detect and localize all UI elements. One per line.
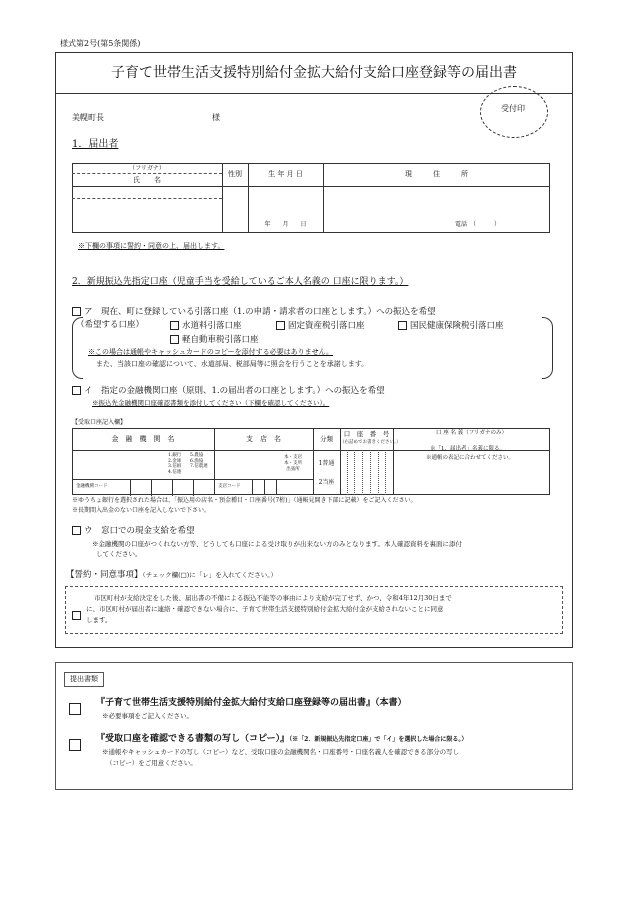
- account-property-tax-label: 固定資産税引落口座: [288, 321, 365, 331]
- bank-type: 4.信連: [168, 469, 182, 475]
- account-water-label: 水道料引落口座: [182, 321, 242, 331]
- bank-type: 1.銀行: [168, 453, 182, 458]
- option-u-note2: してください。: [96, 550, 142, 558]
- branch-type: 本・支所: [284, 461, 302, 466]
- account-number-sub: （右詰めでお書きください。）: [340, 440, 401, 445]
- receipt-stamp-label: 受付印: [501, 104, 525, 113]
- submission-item2-checkbox[interactable]: [69, 739, 81, 751]
- dob-label: 生 年 月 日: [268, 170, 303, 178]
- vehicle-tax-checkbox[interactable]: [170, 335, 179, 344]
- addressee-name: 美幌町長: [72, 113, 104, 122]
- right-bracket: [542, 317, 553, 379]
- option-a-prefix: （希望する口座）: [76, 320, 145, 330]
- branch-name-field[interactable]: [215, 451, 275, 479]
- addressee-honorific: 様: [212, 113, 220, 122]
- name-label: 氏 名: [133, 176, 161, 184]
- account-health-insurance: [398, 321, 504, 331]
- submission-item2-title: 『受取口座を確認できる書類の写し（コピー）』: [96, 734, 290, 744]
- account-number-cells[interactable]: [340, 450, 393, 495]
- branch-type: 本・支店: [284, 455, 302, 460]
- bank-type: 5.農協: [190, 453, 204, 458]
- furigana-label: （フリガナ）: [129, 165, 165, 172]
- option-u-label: ウ 窓口での現金支給を希望: [84, 526, 195, 536]
- account-number-header: 口 座 番 号: [343, 430, 390, 438]
- bank-type: 7.信農連: [190, 464, 208, 469]
- address-label: 現 住 所: [405, 170, 468, 178]
- oath-text2: に、市区町村が届出者に連絡・確認できない場合に、子育て世帯生活支援特別給付金拡大給付金が支給されないことに同意: [86, 605, 444, 613]
- option-a-note2: また、当該口座の確認について、水道部局、税部局等に照会を行うことを承諾します。: [96, 360, 369, 368]
- bank-note2: ※長期間入出金のない口座を記入しないで下さい。: [72, 507, 211, 514]
- oath-check-wrap: [72, 605, 84, 624]
- bank-name-field[interactable]: [73, 451, 163, 479]
- submission-item2-condition: （※「2．新規振込先指定口座」で「イ」を選択した場合に限る。）: [289, 736, 468, 743]
- oath-heading-label: 【誓約・同意事項】: [66, 570, 143, 580]
- option-a: [72, 307, 436, 317]
- bank-type: 6.漁協: [190, 458, 204, 464]
- account-vehicle-tax-label: 軽自動車税引落口座: [182, 335, 259, 345]
- oath-heading-sub: （チェック欄(□)に「レ」を入れてください。）: [142, 571, 278, 579]
- option-a-checkbox[interactable]: [72, 307, 81, 316]
- option-u-note1: ※金融機関の口座がつくれない方等、どうしても口座による受け取りが出来ない方のみとなります。本人確認資料を裏面に添付: [92, 540, 462, 548]
- submission-item2: [96, 735, 467, 744]
- bank-type: 3.信組: [168, 464, 182, 469]
- page-title: 子育て世帯生活支援特別給付金拡大給付支給口座登録等の届出書: [111, 65, 517, 81]
- bank-table-caption: 【受取口座記入欄】: [72, 419, 127, 426]
- category-current[interactable]: 2当座: [318, 479, 335, 486]
- dob-placeholder: 年 月 日: [264, 221, 307, 228]
- submission-item1-note: ※必要事項をご記入ください。: [102, 712, 193, 720]
- branch-code-cells[interactable]: [252, 479, 288, 495]
- bank-types-col2: [190, 453, 208, 470]
- gender-label: 性別: [228, 170, 242, 178]
- submission-item2-check-wrap: [69, 734, 84, 753]
- bank-types-col1: [168, 453, 181, 475]
- gender-field[interactable]: [223, 187, 247, 232]
- property-tax-checkbox[interactable]: [276, 321, 285, 330]
- submission-item1-title: 『子育て世帯生活支援特別給付金拡大給付支給口座登録等の届出書』（本書）: [96, 698, 407, 708]
- water-checkbox[interactable]: [170, 321, 179, 330]
- category-header: 分類: [320, 435, 333, 443]
- option-i-label: イ 指定の金融機関口座（原則、1.の届出者の口座とします。）への振込を希望: [84, 386, 385, 396]
- submission-label: 提出書類: [64, 672, 104, 687]
- phone-label: 電話 （ ）: [455, 221, 501, 228]
- holder-note1: ※「1．届出者」名義に限る。: [430, 446, 506, 452]
- oath-text3: します。: [86, 616, 112, 624]
- bank-code-label: 金融機関コード: [76, 484, 108, 489]
- bank-note1: ※ゆうちょ銀行を選択された場合は、「振込用の店名・預金種目・口座番号(7桁)」（通帳見開き下部に記載）をご記入ください。: [72, 497, 417, 504]
- address-field[interactable]: [324, 187, 549, 232]
- account-vehicle-tax: [170, 335, 259, 345]
- account-water: [170, 321, 242, 331]
- submission-item2-note1: ※通帳やキャッシュカードの写し（コピー）など、受取口座の金融機関名・口座番号・口座名義人を確認できる部分の写し: [102, 748, 460, 756]
- bank-type: 2.金庫: [168, 458, 182, 464]
- holder-header: 口 座 名 義（フリガナのみ）: [436, 430, 507, 436]
- account-property-tax: [276, 321, 365, 331]
- option-i-note: ※振込先金融機関口座確認書類を添付してください（下欄を確認してください）。: [92, 399, 330, 407]
- branch-code-label: 支店コード: [218, 484, 241, 489]
- oath-heading: [66, 571, 277, 580]
- submission-item1-checkbox[interactable]: [69, 703, 81, 715]
- branch-header: 支 店 名: [246, 435, 281, 443]
- option-u: [72, 526, 195, 536]
- oath-text1: 市区町村が支給決定をした後、届出書の不備による振込不能等の事由により支給が完了せず、かつ、令和4年12月30日まで: [94, 594, 452, 602]
- health-insurance-checkbox[interactable]: [398, 321, 407, 330]
- account-health-insurance-label: 国民健康保険税引落口座: [410, 321, 504, 331]
- option-a-note1: ※この場合は通帳やキャッシュカードのコピーを添付する必要はありません。: [88, 348, 333, 356]
- oath-checkbox[interactable]: [72, 611, 81, 620]
- bank-code-cells[interactable]: [130, 479, 214, 496]
- holder-note2: ※通帳の表記に合わせてください。: [426, 455, 515, 461]
- form-number: 様式第2号(第5条関係): [60, 39, 141, 48]
- submission-item1-check-wrap: [69, 698, 84, 717]
- submission-item2-note2: （コピー）をご用意ください。: [106, 759, 197, 767]
- oath-note: ※下欄の事項に誓約・同意の上、届出します。: [78, 242, 225, 250]
- branch-type: 出張所: [286, 467, 300, 472]
- option-a-label: ア 現在、町に登録している引落口座（1.の申請・請求者の口座とします。）への振込を希望: [84, 307, 436, 317]
- option-i: [72, 386, 385, 396]
- option-i-checkbox[interactable]: [72, 386, 81, 395]
- section2-heading: 2．新規振込先指定口座（児童手当を受給しているご本人名義の 口座に限ります。）: [72, 277, 409, 287]
- section1-heading: 1．届出者: [72, 139, 119, 150]
- bank-name-header: 金 融 機 関 名: [111, 435, 175, 443]
- name-field[interactable]: [73, 187, 221, 232]
- holder-name-field[interactable]: [394, 464, 549, 494]
- category-normal[interactable]: 1普通: [318, 460, 335, 467]
- submission-box: [55, 662, 573, 790]
- option-u-checkbox[interactable]: [72, 526, 81, 535]
- branch-types: [284, 455, 302, 473]
